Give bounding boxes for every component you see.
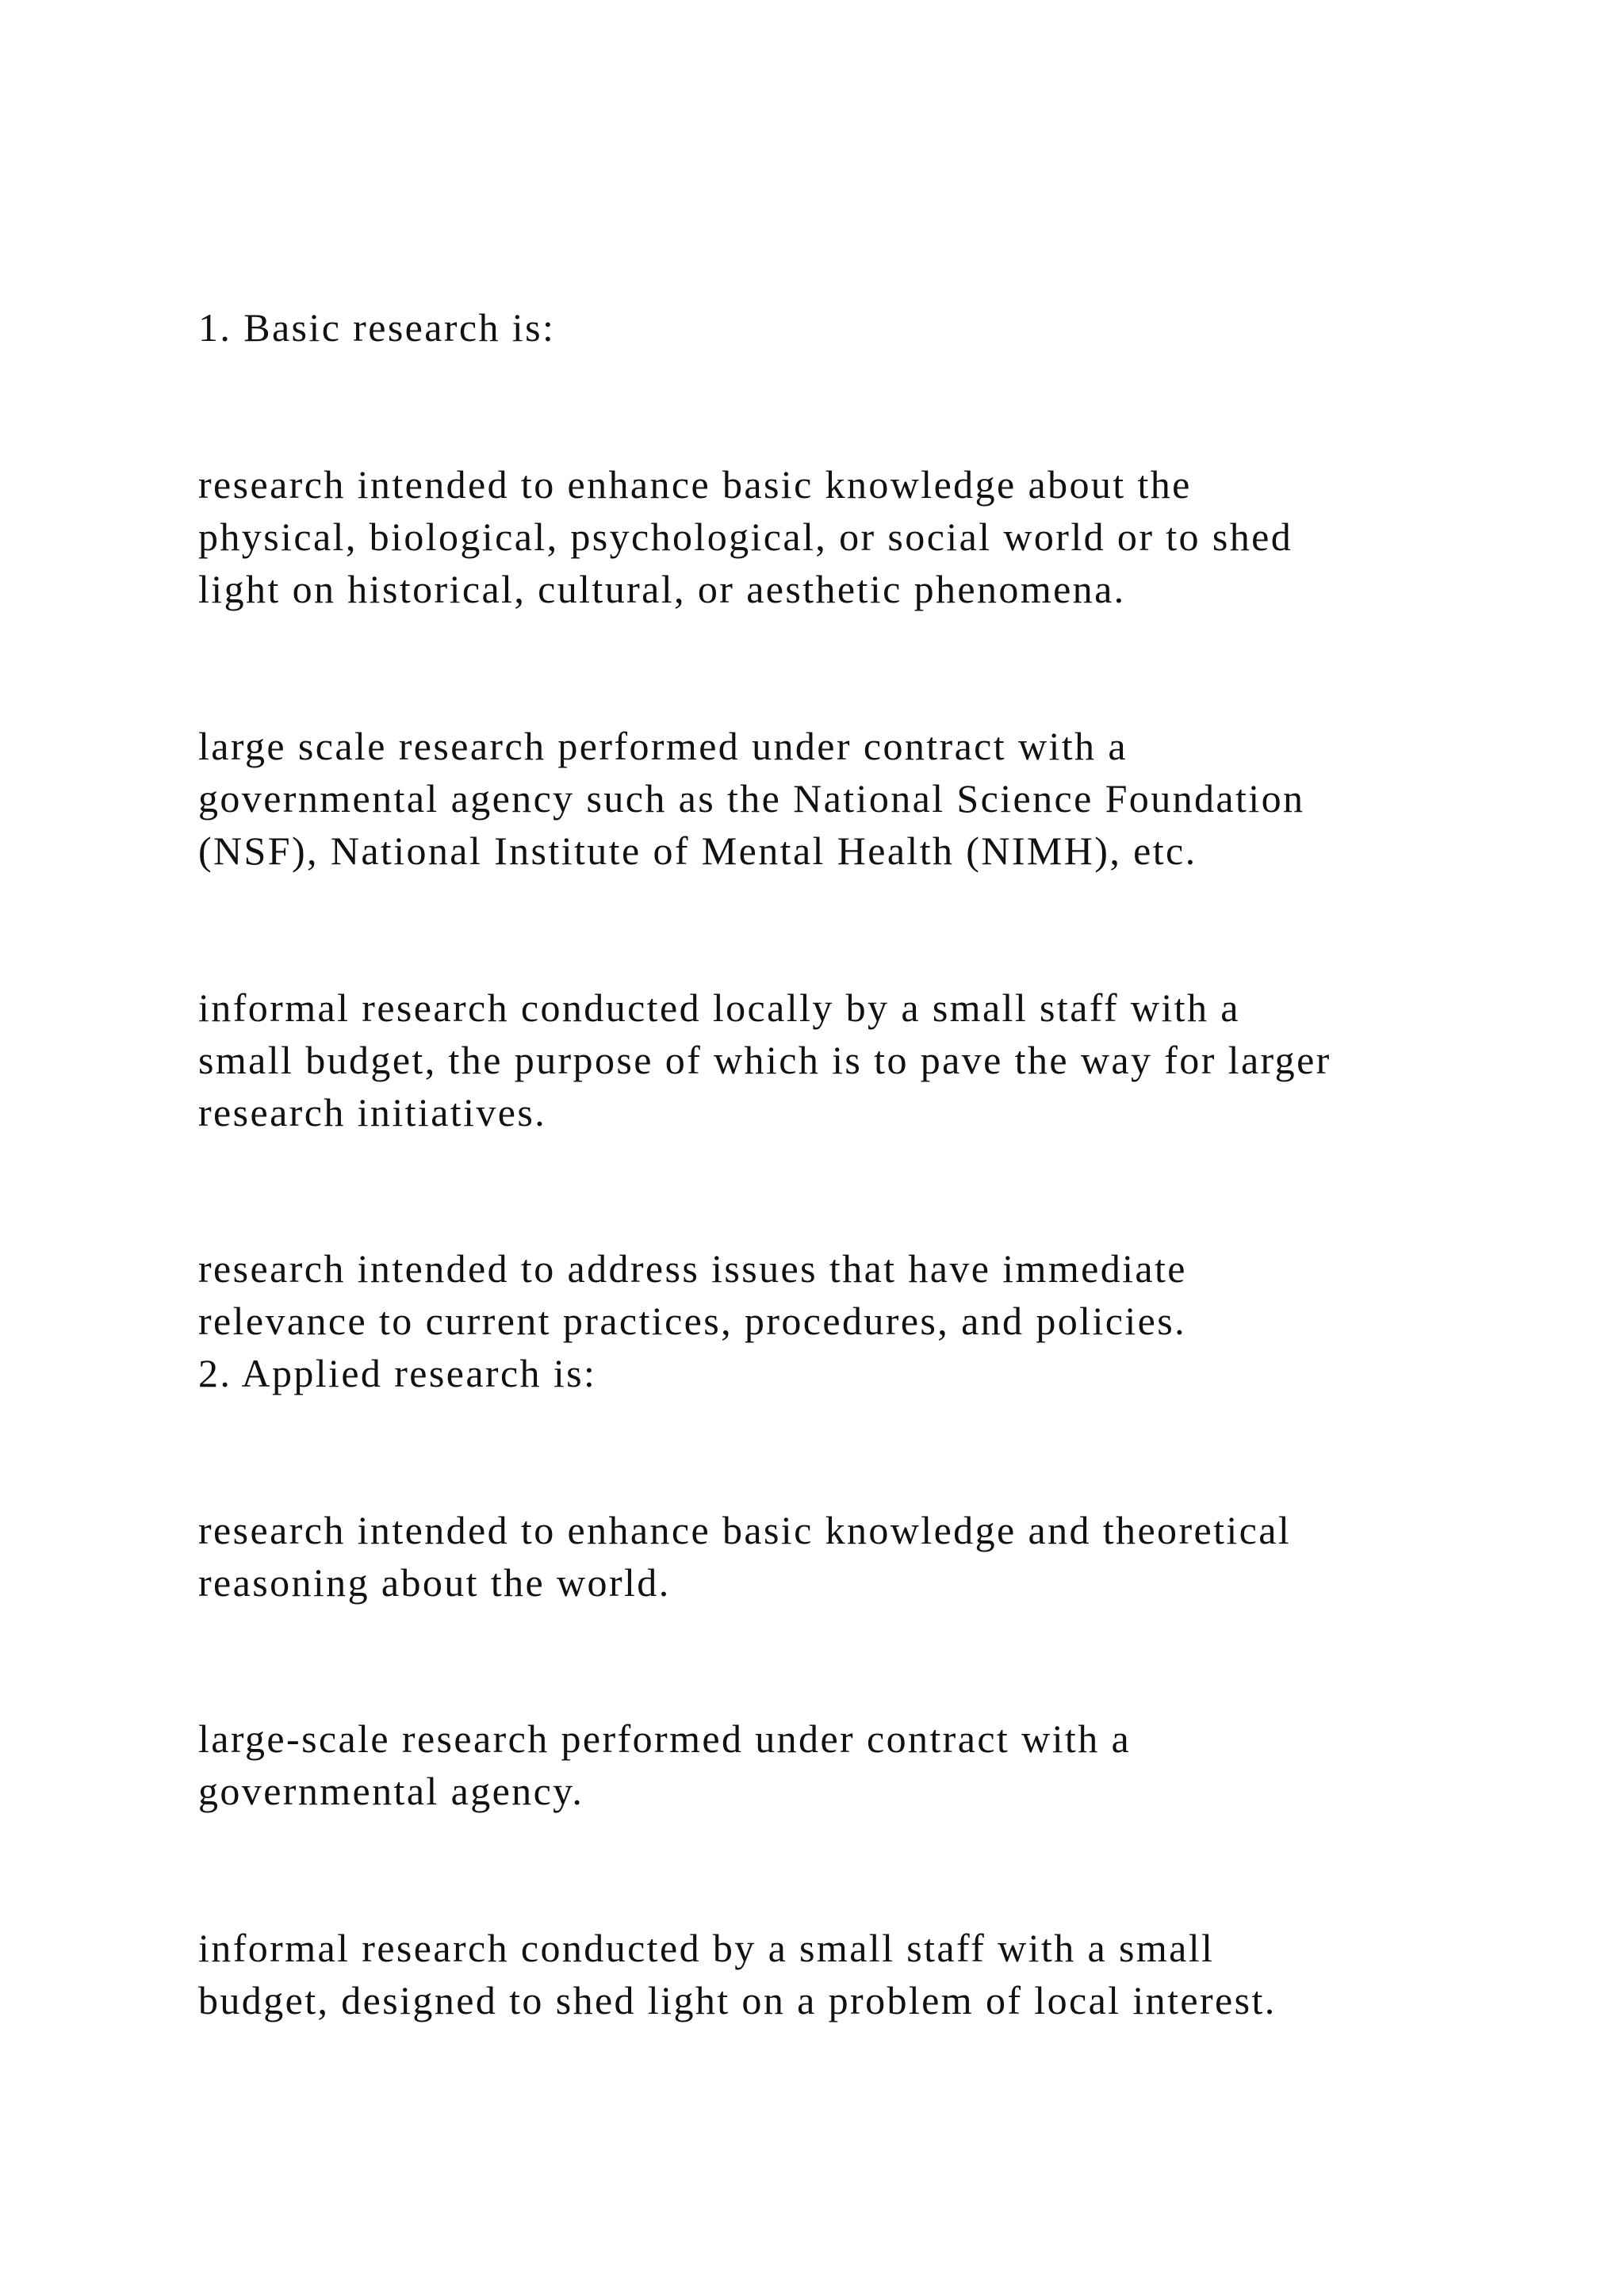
q2-option-3-line-1: informal research conducted by a small staff with a small <box>198 1926 1215 1970</box>
q1-option-3-line-3: research initiatives. <box>198 1090 547 1135</box>
q1-option-3-line-1: informal research conducted locally by a small staff with a <box>198 985 1240 1030</box>
q2-option-1-line-2: reasoning about the world. <box>198 1560 671 1605</box>
q1-option-2-line-3: (NSF), National Institute of Mental Health (NIMH), etc. <box>198 828 1197 873</box>
q1-option-2-line-2: governmental agency such as the National Science Foundation <box>198 776 1305 821</box>
question-2-prompt: 2. Applied research is: <box>198 1351 597 1395</box>
question-1-prompt: 1. Basic research is: <box>198 305 556 350</box>
q1-option-1-line-2: physical, biological, psychological, or social world or to shed <box>198 515 1293 559</box>
q2-option-2-line-2: governmental agency. <box>198 1769 584 1813</box>
q2-option-3-line-2: budget, designed to shed light on a problem of local interest. <box>198 1978 1277 2022</box>
q1-option-4-line-1: research intended to address issues that have immediate <box>198 1246 1187 1291</box>
q1-option-1-line-1: research intended to enhance basic knowledge about the <box>198 462 1192 507</box>
q2-option-1-line-1: research intended to enhance basic knowledge and theoretical <box>198 1508 1292 1552</box>
q1-option-2-line-1: large scale research performed under contract with a <box>198 724 1128 768</box>
q1-option-3-line-2: small budget, the purpose of which is to pave the way for larger <box>198 1038 1331 1082</box>
q1-option-4-line-2: relevance to current practices, procedures, and policies. <box>198 1299 1186 1343</box>
q2-option-2-line-1: large-scale research performed under contract with a <box>198 1716 1132 1761</box>
q1-option-1-line-3: light on historical, cultural, or aesthetic phenomena. <box>198 567 1126 611</box>
